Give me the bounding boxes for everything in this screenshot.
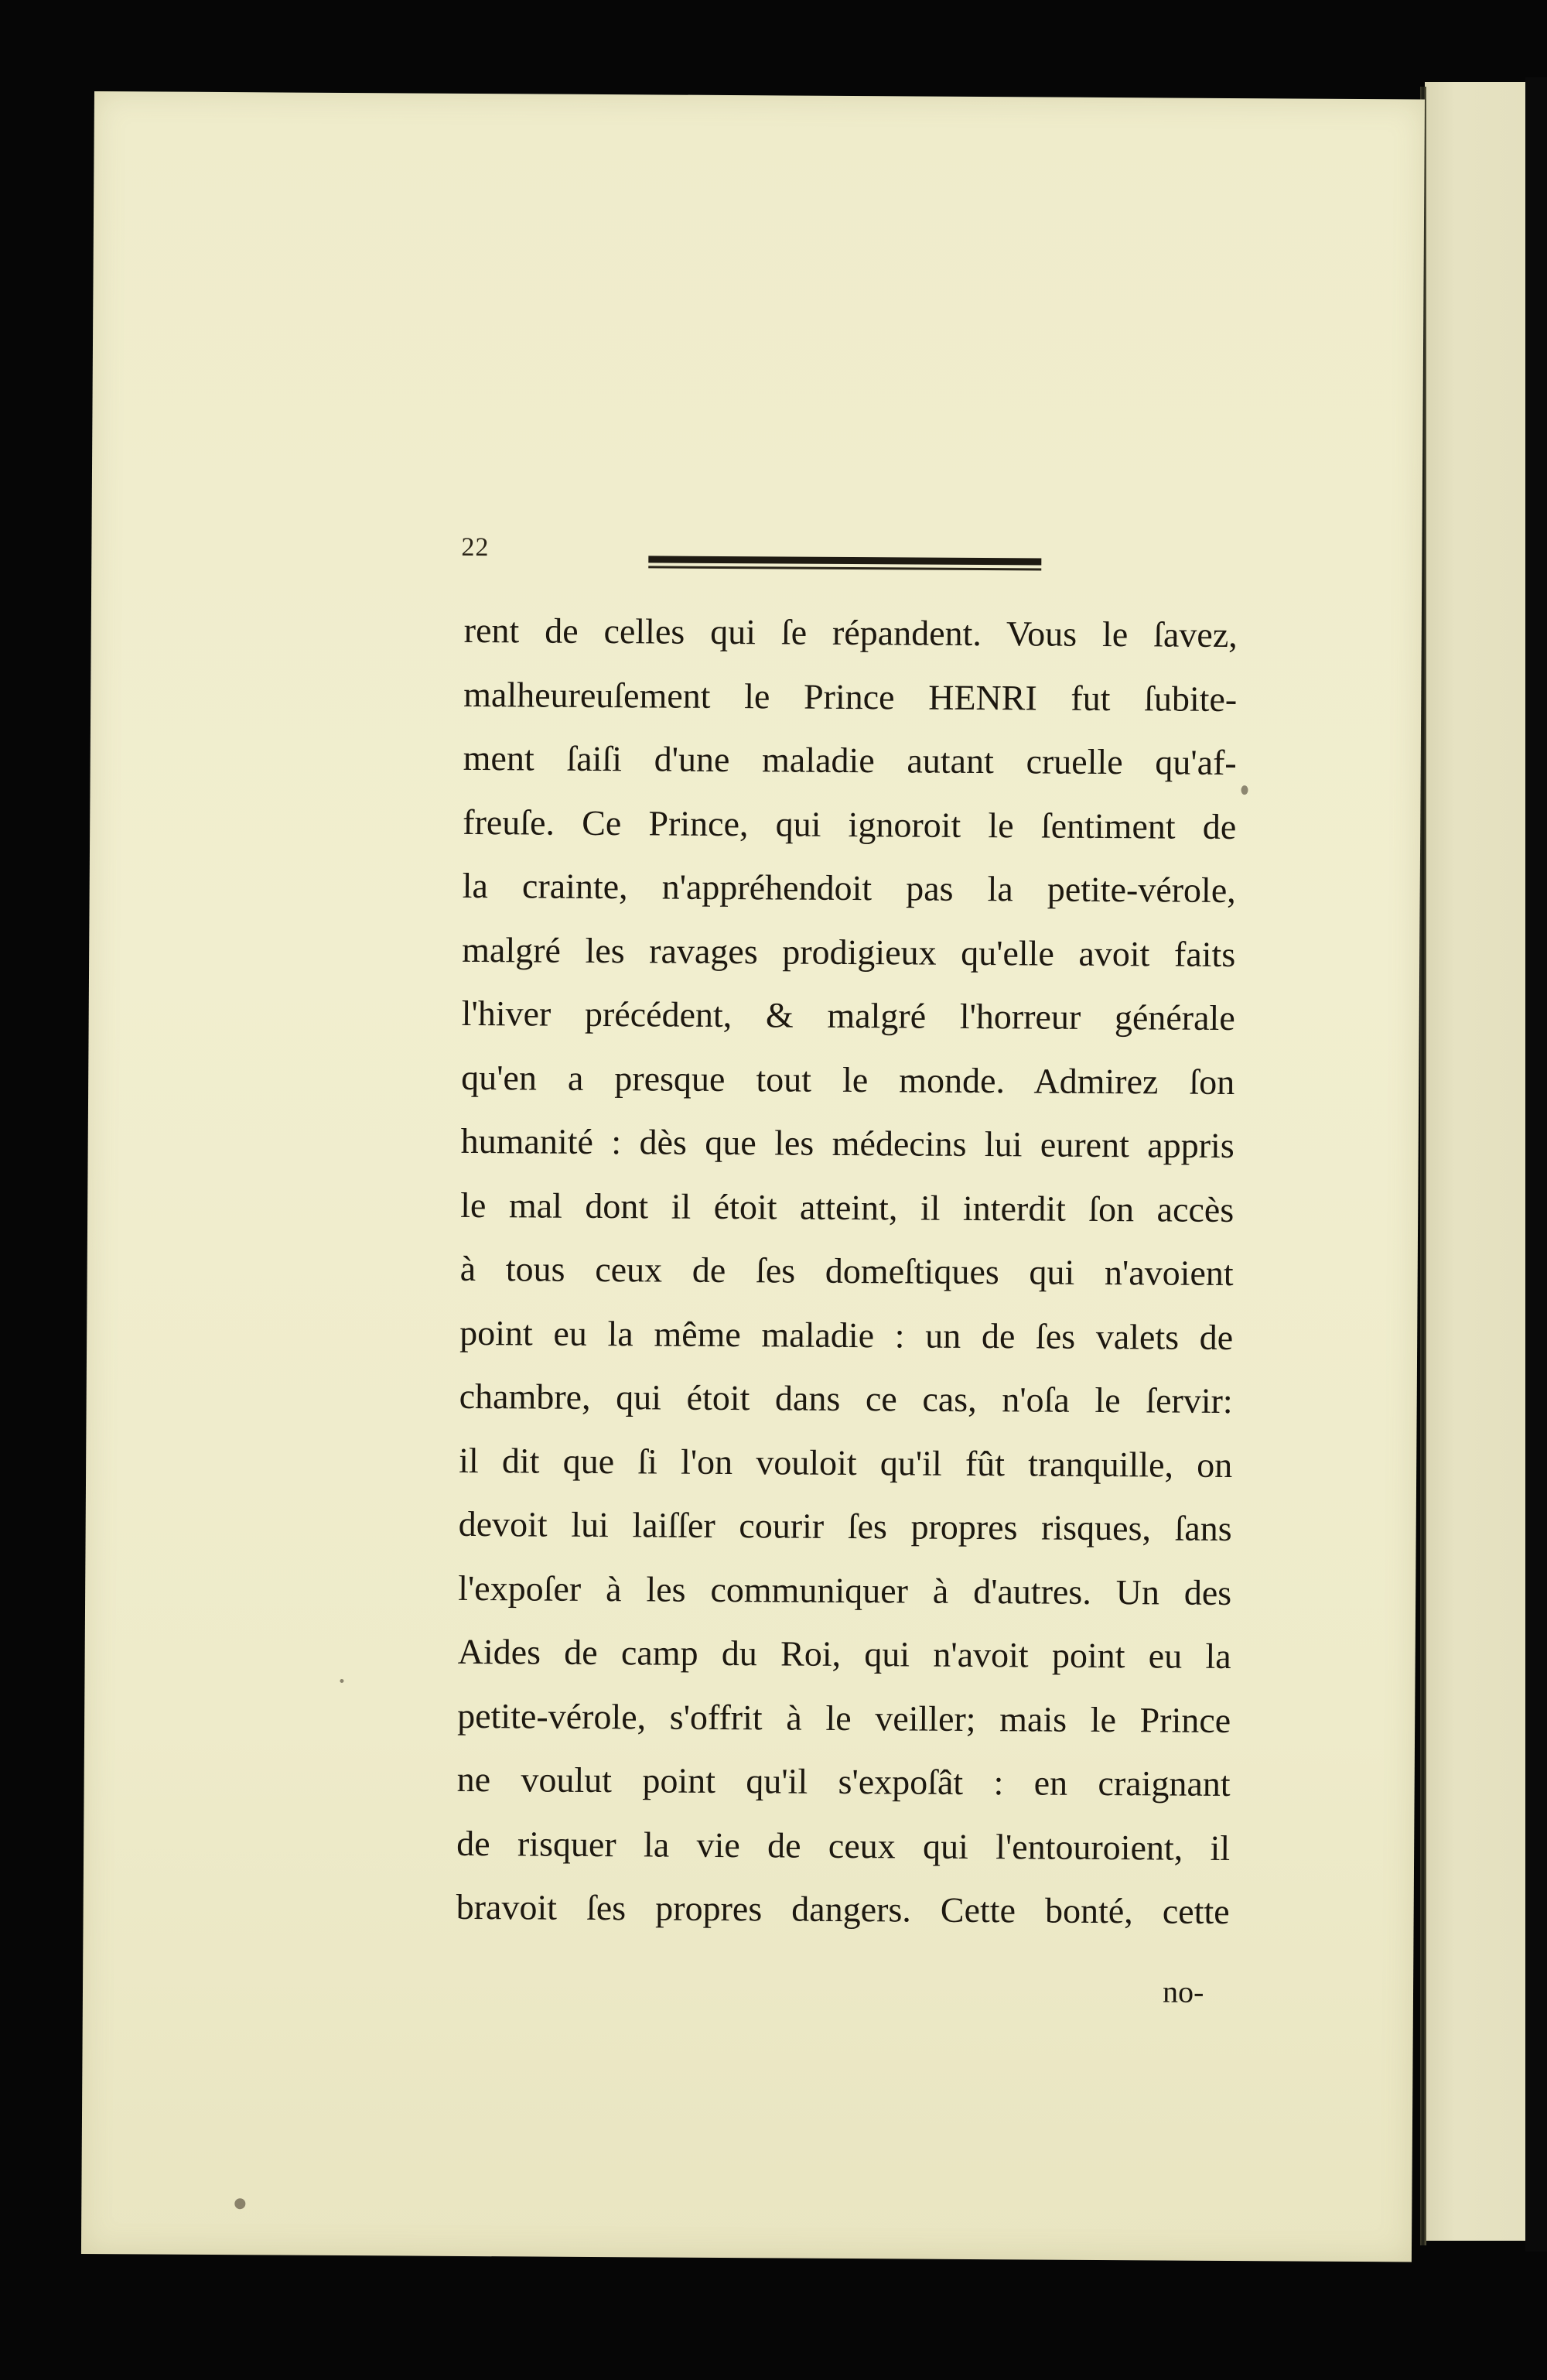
text-line: malheureuſement le Prince HENRI fut ſubite- [463,674,1238,719]
text-line: humanité : dès que les médecins lui eurent appris [460,1120,1235,1166]
body-text [456,607,1238,1953]
text-line: devoit lui laiſſer courir ſes propres risques, ſans [458,1503,1232,1549]
page-number: 22 [461,532,490,563]
text-line: ne voulut point qu'il s'expoſât : en craignant [456,1759,1231,1804]
text-line: l'hiver précédent, & malgré l'horreur générale [461,993,1235,1038]
header-rule-thick [648,556,1041,565]
paper-speck [340,1679,343,1683]
text-line: rent de celles qui ſe répandent. Vous le ſavez, [463,610,1238,655]
text-line: Aides de camp du Roi, qui n'avoit point eu la [457,1631,1231,1677]
text-line: de risquer la vie de ceux qui l'entouroient, il [456,1823,1231,1868]
header-rule [648,556,1041,558]
text-line: freuſe. Ce Prince, qui ignoroit le ſentiment de [463,802,1237,846]
text-line: il dit que ſi l'on vouloit qu'il fût tranquille, on [459,1440,1233,1485]
paper-speck [234,2198,245,2209]
catchword: no- [1162,1974,1204,2009]
text-line: qu'en a presque tout le monde. Admirez ſon [461,1057,1235,1102]
header-rule-thin [648,566,1041,570]
text-line: malgré les ravages prodigieux qu'elle avoit faits [462,929,1236,974]
facing-page-edge [1425,82,1525,2241]
text-line: petite-vérole, s'offrit à le veiller; mais le Prince [457,1695,1231,1740]
text-line: le mal dont il étoit atteint, il interdit ſon accès [460,1185,1235,1229]
text-line: ment ſaiſi d'une maladie autant cruelle qu'af- [463,737,1237,783]
paper-speck [1241,785,1248,795]
book-page [81,91,1425,2262]
scan-background-edge [1525,77,1547,2252]
text-line: à tous ceux de ſes domeſtiques qui n'avoient [459,1248,1234,1294]
text-line: chambre, qui étoit dans ce cas, n'oſa le ſervir: [459,1376,1233,1421]
text-line: bravoit ſes propres dangers. Cette bonté, cette [456,1886,1230,1932]
text-line: l'expoſer à les communiquer à d'autres. Un des [458,1568,1232,1612]
text-line: point eu la même maladie : un de ſes valets de [459,1312,1234,1357]
text-line: la crainte, n'appréhendoit pas la petite-vérole, [462,865,1236,911]
